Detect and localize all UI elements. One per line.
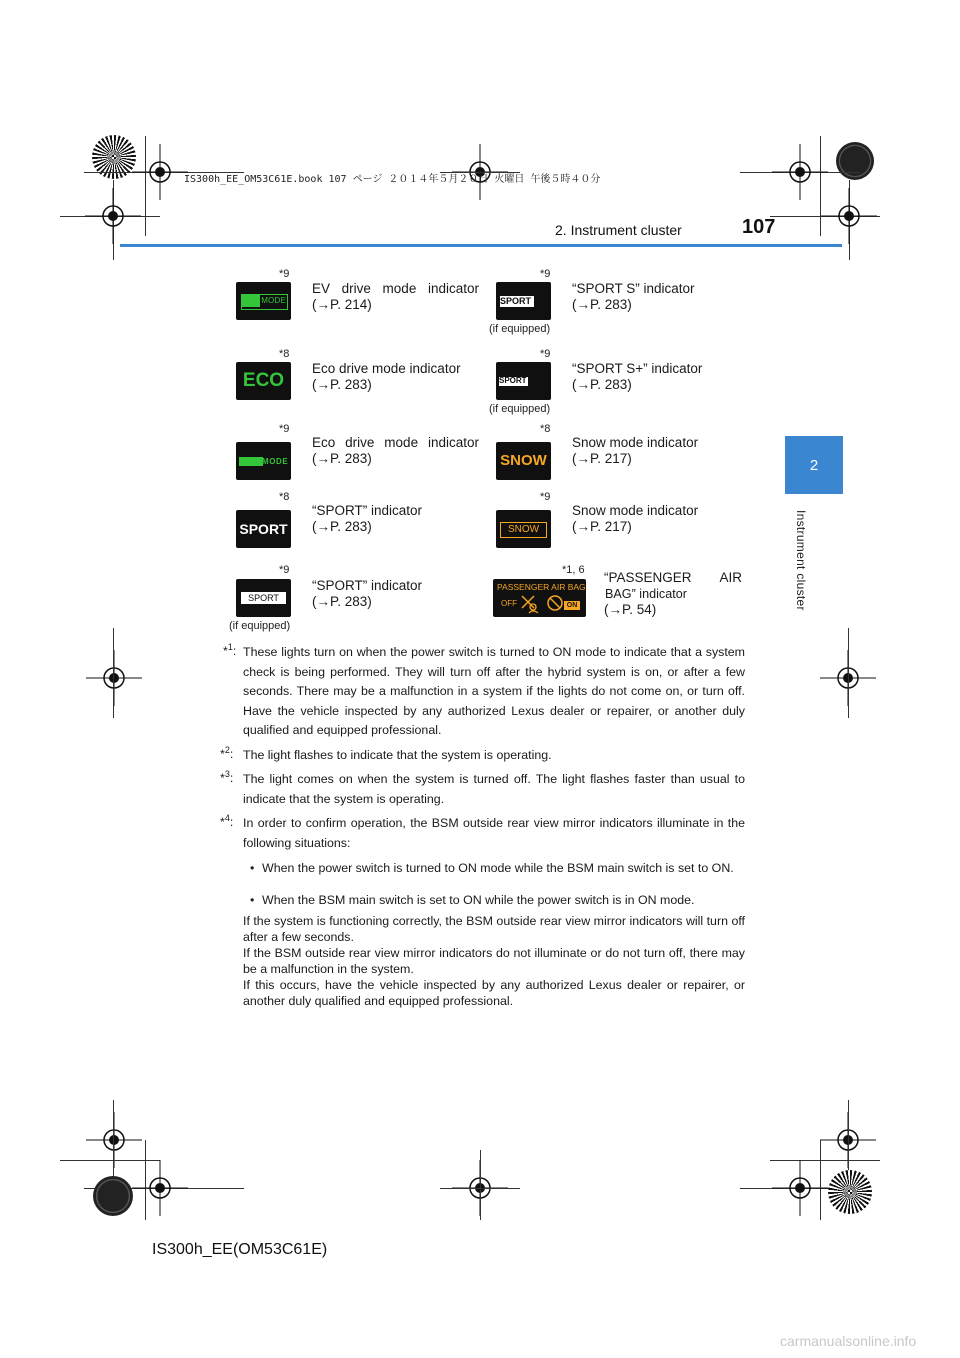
- footnote-marker: *$^3$:: [220, 769, 234, 786]
- footnote-text: The light comes on when the system is turned off. The light flashes faster than usual to indicate that the system is operating.: [243, 772, 745, 806]
- eco-icon-text: ECO: [242, 370, 285, 391]
- eco-indicator-icon: [236, 362, 291, 400]
- indicator-note: *8: [540, 423, 551, 435]
- indicator-label: “SPORT” indicator (→P. 283): [312, 578, 423, 609]
- snow-outline-indicator-icon: [496, 510, 551, 548]
- footnote-text: The light flashes to indicate that the system is operating.: [243, 748, 552, 762]
- registration-disc-icon: [836, 142, 874, 180]
- passenger-airbag-indicator-icon: [493, 579, 586, 617]
- crosshair-icon: [132, 144, 188, 200]
- footnote-paragraph: If this occurs, have the vehicle inspected by any authorized Lexus dealer or repairer, or another duly qualified and equipped professional.: [243, 978, 745, 1008]
- sport-box-indicator-icon: [236, 579, 291, 617]
- watermark: carmanualsonline.info: [780, 1333, 917, 1349]
- indicator-label: “SPORT S” indicator (→P. 283): [572, 281, 695, 312]
- sport-indicator-icon: [236, 510, 291, 548]
- if-equipped-note: (if equipped): [489, 323, 551, 335]
- eco-mode-icon-text: ECO MODE: [240, 457, 289, 466]
- footnote-marker: *$^1$:: [223, 642, 237, 659]
- sport-s-plus-indicator-icon: [496, 362, 551, 400]
- indicator-label: EV drive mode indicator (→P. 214): [312, 281, 479, 312]
- crosshair-icon: [772, 144, 828, 200]
- snow-indicator-icon: [496, 442, 551, 480]
- sport-s-indicator-icon: [496, 282, 551, 320]
- chapter-tab: 2: [785, 436, 843, 494]
- sport-s-icon-text: SPORT S: [500, 296, 540, 306]
- footnote-marker: *$^2$:: [220, 745, 234, 762]
- indicator-label: “SPORT” indicator (→P. 283): [312, 503, 423, 534]
- crosshair-icon: [132, 1160, 188, 1216]
- section-title: 2. Instrument cluster: [555, 222, 682, 238]
- sport-s-plus-icon-text: SPORT S+: [499, 376, 539, 385]
- indicator-note: *9: [279, 423, 290, 435]
- bullet-marker: •: [250, 861, 255, 875]
- chapter-side-label: Instrument cluster: [794, 510, 808, 611]
- crosshair-icon: [821, 188, 877, 244]
- indicator-note: *9: [540, 491, 551, 503]
- ev-mode-indicator-icon: [236, 282, 291, 320]
- airbag-off-text: OFF: [501, 599, 517, 608]
- airbag-no-seat-icon: [546, 594, 564, 612]
- airbag-passenger-icon: [519, 593, 541, 615]
- footnote-text: In order to confirm operation, the BSM outside rear view mirror indicators illuminate in the following situations:: [243, 816, 745, 850]
- indicator-note: *8: [279, 348, 290, 360]
- indicator-note: *9: [279, 268, 290, 280]
- airbag-on-badge: ON: [564, 601, 580, 610]
- footnote-marker: *$^4$:: [220, 813, 234, 830]
- indicator-note: *8: [279, 491, 290, 503]
- list-item: When the power switch is turned to ON mode while the BSM main switch is set to ON.: [262, 861, 734, 875]
- indicator-label: “PASSENGER AIR BAG” indicator (→P. 54): [604, 570, 742, 617]
- crosshair-icon: [772, 1160, 828, 1216]
- indicator-label: Snow mode indicator (→P. 217): [572, 503, 699, 534]
- ev-mode-icon-text: EV MODE: [247, 296, 286, 305]
- if-equipped-note: (if equipped): [229, 620, 291, 632]
- footnote-paragraph: If the system is functioning correctly, the BSM outside rear view mirror indicators will turn off after a few seconds.: [243, 914, 745, 944]
- crosshair-icon: [86, 650, 142, 706]
- snow-icon-text: SNOW: [500, 452, 547, 469]
- indicator-label: Eco drive mode indicator (→P. 283): [312, 435, 479, 466]
- indicator-note: *9: [540, 268, 551, 280]
- indicator-note: *9: [540, 348, 551, 360]
- footnote-paragraph: If the BSM outside rear view mirror indicators do not illuminate or do not turn off, there may be a malfunction in the system.: [243, 946, 745, 976]
- passenger-airbag-icon-text: PASSENGER AIR BAG: [497, 582, 586, 592]
- sport-box-icon-text: SPORT: [248, 593, 279, 603]
- snow-outline-icon-text: SNOW: [507, 524, 540, 535]
- indicator-label: Eco drive mode indicator (→P. 283): [312, 361, 461, 392]
- bullet-marker: •: [250, 893, 255, 907]
- eco-mode-indicator-icon: [236, 442, 291, 480]
- registration-disc-icon: [828, 1170, 872, 1214]
- footnote-text: These lights turn on when the power switch is turned to ON mode to indicate that a system check is being performed. They will turn off after the hybrid system is on, or after a few seconds. There may be a malfunction in a system if the lights do not come on, or turn off. Have the vehicle inspected by any authorized Lexus dealer or repairer, or another duly qualified and equipped professional.: [243, 645, 745, 738]
- indicator-note: *9: [279, 564, 290, 576]
- indicator-note: *1, 6: [562, 564, 585, 576]
- document-code: IS300h_EE(OM53C61E): [152, 1241, 328, 1258]
- print-info-line: IS300h_EE_OM53C61E.book 107 ページ ２０１４年５月２０日 火曜日 午後５時４０分: [184, 174, 601, 185]
- sport-icon-text: SPORT: [239, 521, 288, 537]
- if-equipped-note: (if equipped): [489, 403, 551, 415]
- header-rule: [120, 244, 842, 247]
- registration-disc-icon: [93, 1176, 133, 1216]
- list-item: When the BSM main switch is set to ON while the power switch is in ON mode.: [262, 893, 695, 907]
- indicator-label: Snow mode indicator (→P. 217): [572, 435, 699, 466]
- page-number: 107: [742, 216, 776, 238]
- indicator-label: “SPORT S+” indicator (→P. 283): [572, 361, 703, 392]
